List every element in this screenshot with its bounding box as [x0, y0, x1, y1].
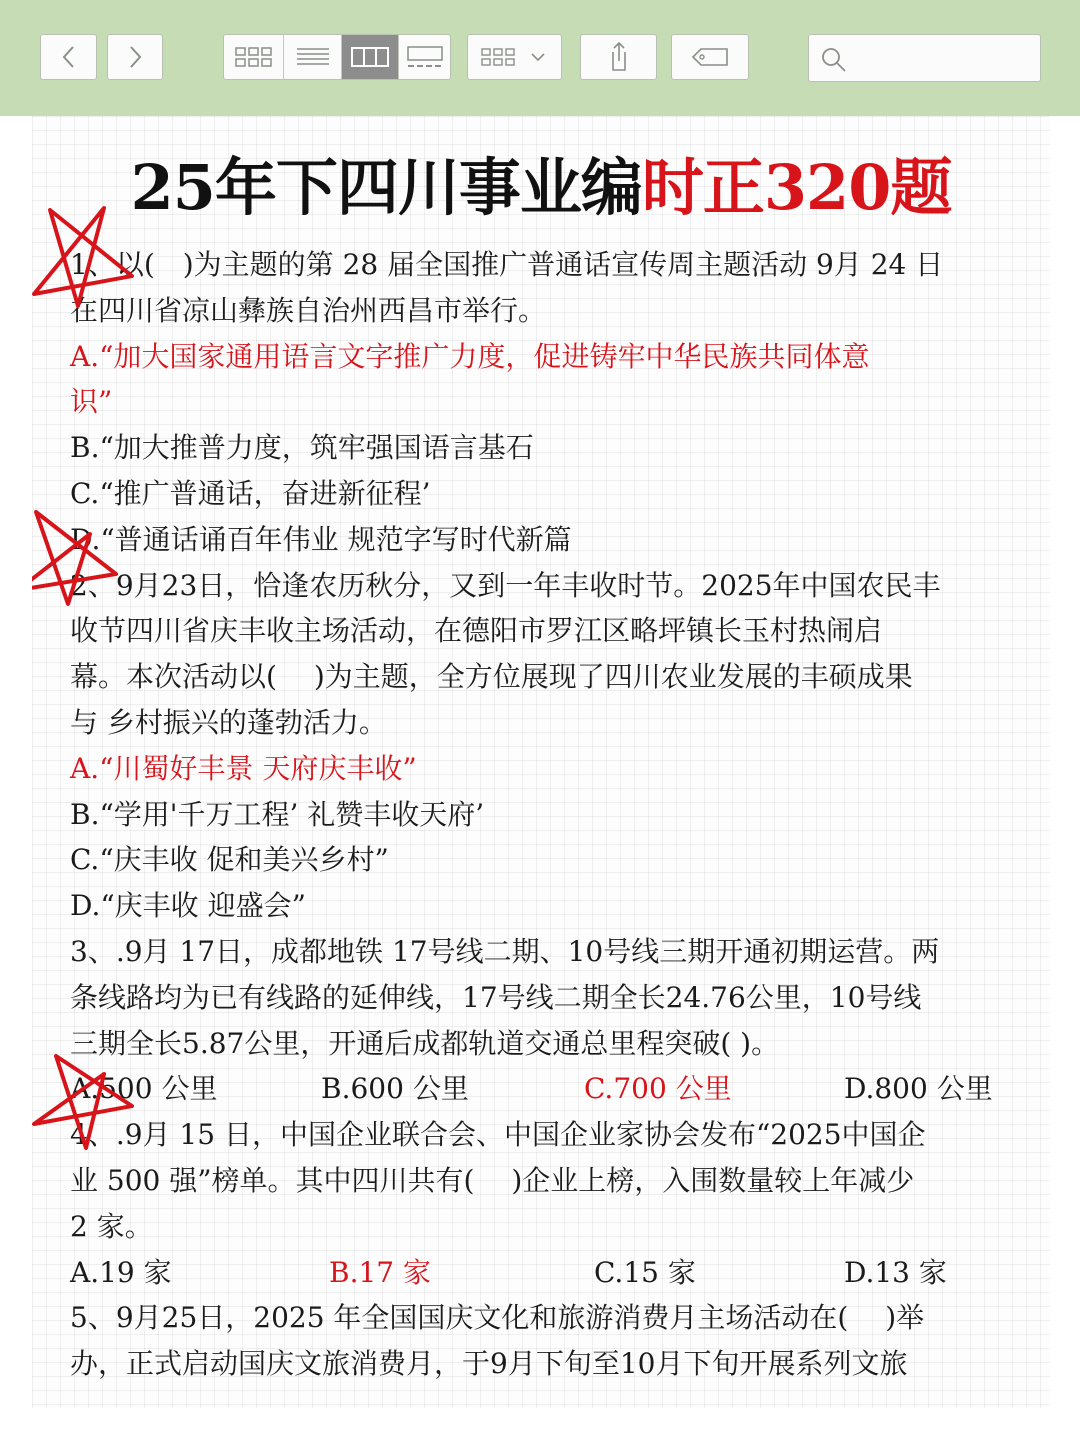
- chevron-down-icon: [532, 54, 544, 60]
- q1-option-d: D.“普通话诵百年伟业 规范字写时代新篇: [70, 522, 572, 556]
- grid-view-icon: [234, 44, 274, 70]
- page-title: [32, 138, 1050, 227]
- q1-option-a-line-2: 识”: [70, 385, 113, 419]
- q3-stem-line-3: 三期全长5.87公里，开通后成都轨道交通总里程突破( )。: [70, 1026, 780, 1060]
- q4-option-c: C.15 家: [594, 1255, 696, 1289]
- q3-option-b: B.600 公里: [321, 1072, 469, 1106]
- chevron-left-icon: [59, 44, 79, 70]
- share-icon: [604, 40, 634, 74]
- q3-option-a: A.500 公里: [70, 1072, 218, 1106]
- q2-option-c: C.“庆丰收 促和美兴乡村”: [70, 843, 389, 877]
- column-view-icon: [350, 45, 390, 69]
- q2-stem-line-1: 2、9月23日，恰逢农历秋分，又到一年丰收时节。2025年中国农民丰: [70, 568, 941, 602]
- document-page: [32, 116, 1050, 1408]
- tag-icon: [689, 45, 731, 69]
- q4-options: [70, 1250, 1032, 1296]
- grid-view-button[interactable]: [224, 35, 284, 79]
- q3-options: [70, 1066, 1032, 1112]
- q4-option-d: D.13 家: [844, 1255, 947, 1289]
- share-button[interactable]: [580, 34, 657, 80]
- gallery-view-button[interactable]: [399, 35, 450, 79]
- q4-option-a: A.19 家: [70, 1255, 172, 1289]
- list-view-icon: [295, 45, 331, 69]
- q2-option-a: A.“川蜀好丰景 天府庆丰收”: [70, 751, 417, 785]
- view-mode-group: [223, 34, 451, 80]
- q3-stem-line-1: 3、.9月 17日，成都地铁 17号线二期、10号线三期开通初期运营。两: [70, 934, 940, 968]
- search-input[interactable]: [849, 41, 1033, 77]
- q5-stem-line-1: 5、9月25日，2025 年全国国庆文化和旅游消费月主场活动在( )举: [70, 1301, 925, 1335]
- list-view-button[interactable]: [284, 35, 342, 79]
- question-list: [70, 242, 1032, 1387]
- forward-button[interactable]: [107, 34, 163, 80]
- q2-option-b: B.“学用'千万工程’ 礼赞丰收天府’: [70, 797, 485, 831]
- q5-stem-line-2: 办，正式启动国庆文旅消费月，于9月下旬至10月下旬开展系列文旅: [70, 1347, 908, 1381]
- group-by-button[interactable]: [467, 34, 562, 80]
- title-red: 时正320题: [641, 151, 952, 224]
- q3-stem-line-2: 条线路均为已有线路的延伸线，17号线二期全长24.76公里，10号线: [70, 980, 922, 1014]
- q2-stem-line-2: 收节四川省庆丰收主场活动，在德阳市罗江区略坪镇长玉村热闹启: [70, 614, 883, 648]
- q4-stem-line-1: 4、.9月 15 日，中国企业联合会、中国企业家协会发布“2025中国企: [70, 1118, 926, 1152]
- search-field[interactable]: [808, 34, 1041, 82]
- q4-stem-line-3: 2 家。: [70, 1209, 153, 1243]
- back-button[interactable]: [40, 34, 97, 80]
- q1-stem-line-2: 在四川省凉山彝族自治州西昌市举行。: [70, 293, 547, 327]
- q1-stem-line-1: 1、以( )为主题的第 28 届全国推广普通话宣传周主题活动 9月 24 日: [70, 248, 944, 281]
- search-icon: [819, 45, 849, 75]
- q3-option-c: C.700 公里: [584, 1072, 732, 1106]
- finder-toolbar: [0, 0, 1080, 116]
- gallery-view-icon: [405, 44, 445, 70]
- q1-option-b: B.“加大推普力度，筑牢强国语言基石: [70, 431, 534, 465]
- group-by-icon: [480, 44, 550, 70]
- q1-option-c: C.“推广普通话，奋进新征程’: [70, 476, 431, 510]
- column-view-button[interactable]: [342, 35, 399, 79]
- tag-button[interactable]: [671, 34, 749, 80]
- q4-stem-line-2: 业 500 强”榜单。其中四川共有( )企业上榜，入围数量较上年减少: [70, 1163, 915, 1197]
- q2-stem-line-3: 幕。本次活动以( )为主题，全方位展现了四川农业发展的丰硕成果: [70, 660, 913, 694]
- chevron-right-icon: [125, 44, 145, 70]
- q4-option-b: B.17 家: [329, 1255, 432, 1289]
- q2-stem-line-4: 与 乡村振兴的蓬勃活力。: [70, 705, 387, 739]
- q3-option-d: D.800 公里: [844, 1072, 993, 1106]
- title-black: 25年下四川事业编: [130, 151, 642, 224]
- q2-option-d: D.“庆丰收 迎盛会”: [70, 889, 306, 923]
- q1-option-a-line-1: A.“加大国家通用语言文字推广力度，促进铸牢中华民族共同体意: [70, 339, 870, 373]
